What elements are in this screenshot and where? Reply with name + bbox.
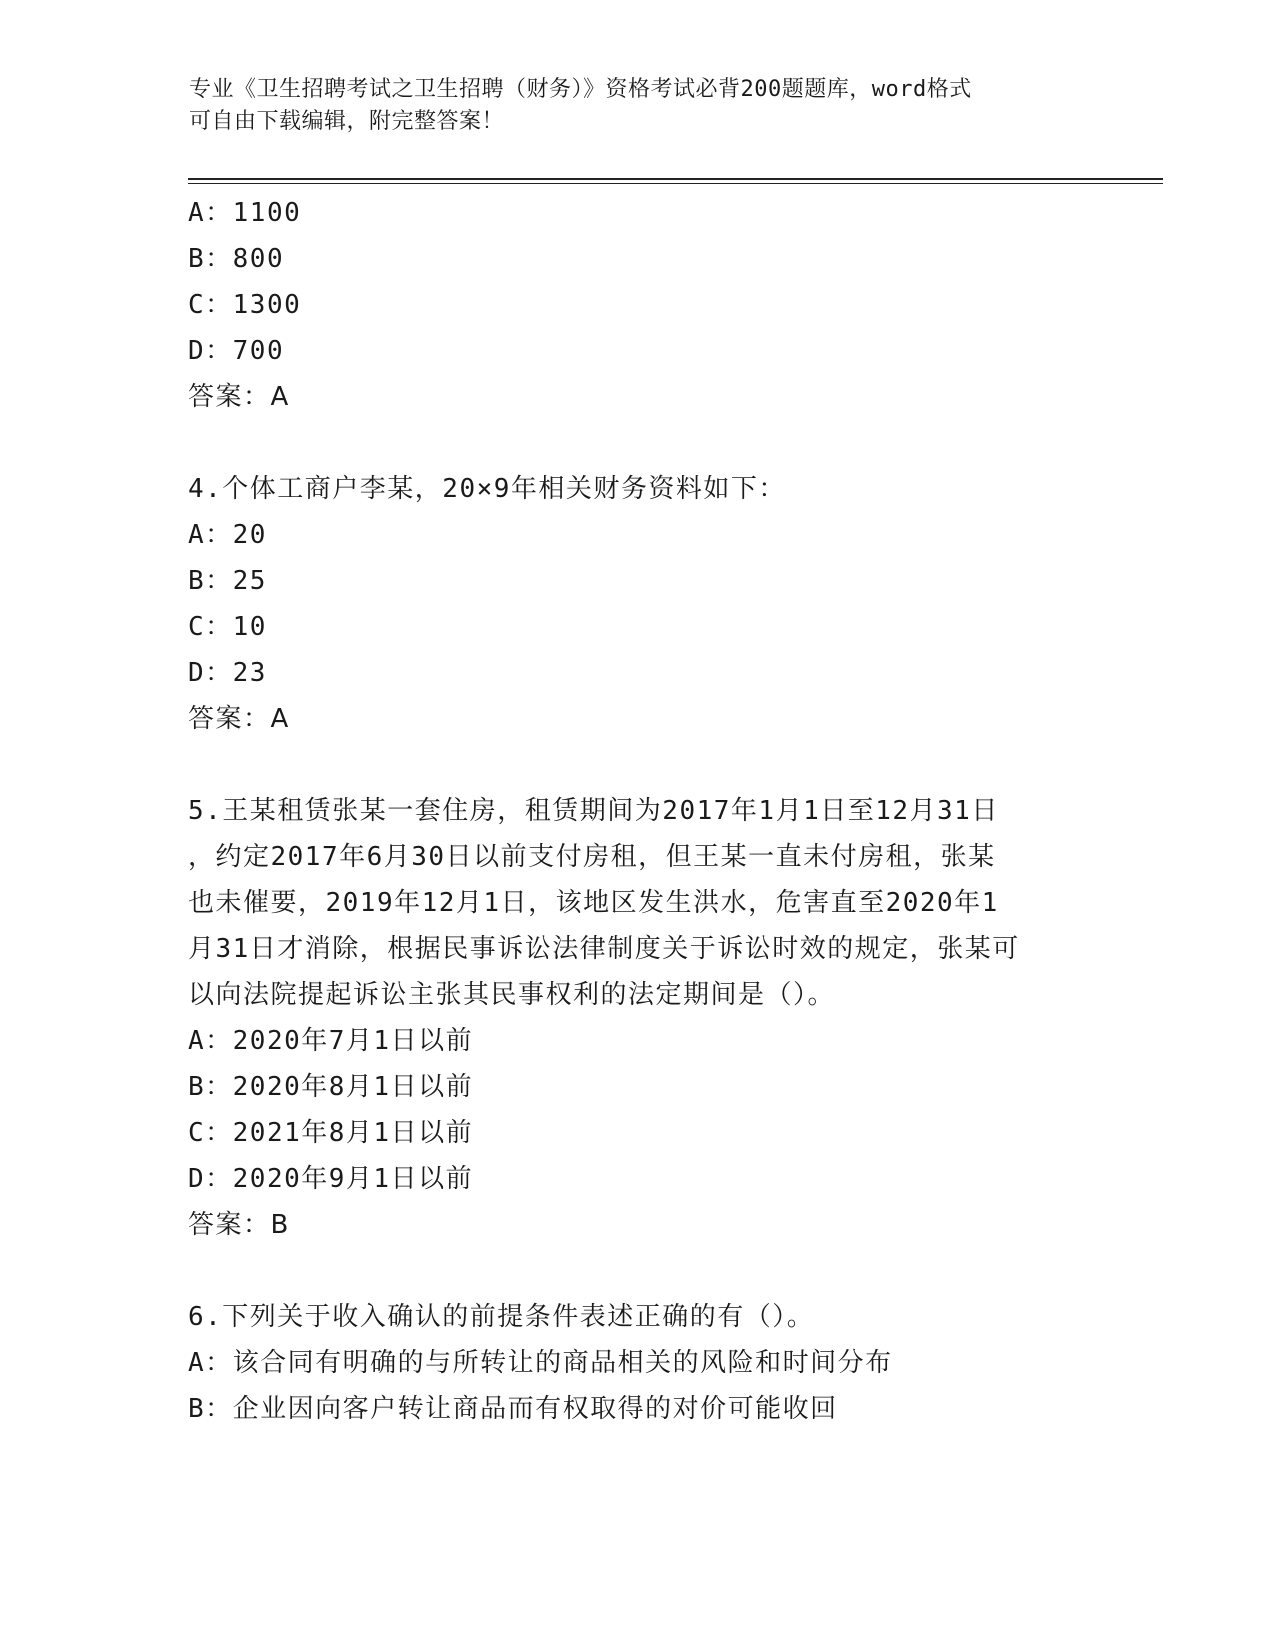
question-6	[188, 1294, 1088, 1432]
option-c: C：1300	[188, 290, 302, 320]
option-b: B：25	[188, 566, 267, 596]
question-3	[188, 190, 1088, 420]
option-a: A：1100	[188, 198, 302, 228]
option-d: D：23	[188, 658, 267, 688]
answer: 答案：A	[188, 382, 290, 412]
answer: 答案：B	[188, 1210, 290, 1240]
question-stem-line: 月31日才消除，根据民事诉讼法律制度关于诉讼时效的规定，张某可	[188, 934, 1020, 964]
question-stem: 4.个体工商户李某，20×9年相关财务资料如下：	[188, 474, 786, 504]
option-b: B：2020年8月1日以前	[188, 1072, 474, 1102]
question-stem: 6.下列关于收入确认的前提条件表述正确的有（）。	[188, 1302, 815, 1332]
document-header	[189, 74, 1089, 138]
option-b: B：企业因向客户转让商品而有权取得的对价可能收回	[188, 1394, 838, 1424]
header-title-line-1: 专业《卫生招聘考试之卫生招聘（财务）》资格考试必背200题题库，word格式	[189, 77, 972, 102]
option-d: D：700	[188, 336, 285, 366]
option-b: B：800	[188, 244, 285, 274]
header-rule-thick	[188, 178, 1163, 180]
option-c: C：10	[188, 612, 267, 642]
option-a: A：20	[188, 520, 267, 550]
question-list	[188, 190, 1088, 1432]
question-stem-line: 以向法院提起诉讼主张其民事权利的法定期间是（）。	[188, 980, 836, 1010]
option-a: A：该合同有明确的与所转让的商品相关的风险和时间分布	[188, 1348, 893, 1378]
spacer	[188, 1248, 1088, 1294]
spacer	[188, 742, 1088, 788]
option-d: D：2020年9月1日以前	[188, 1164, 474, 1194]
question-4	[188, 466, 1088, 742]
option-c: C：2021年8月1日以前	[188, 1118, 474, 1148]
question-5	[188, 788, 1088, 1248]
header-title-line-2: 可自由下载编辑，附完整答案！	[189, 109, 505, 134]
option-a: A：2020年7月1日以前	[188, 1026, 474, 1056]
question-stem-line: ，约定2017年6月30日以前支付房租，但王某一直未付房租，张某	[188, 842, 996, 872]
header-rule-thin	[188, 183, 1163, 184]
answer: 答案：A	[188, 704, 290, 734]
question-stem-line: 也未催要，2019年12月1日，该地区发生洪水，危害直至2020年1	[188, 888, 999, 918]
question-stem-line: 5.王某租赁张某一套住房，租赁期间为2017年1月1日至12月31日	[188, 796, 999, 826]
spacer	[188, 420, 1088, 466]
